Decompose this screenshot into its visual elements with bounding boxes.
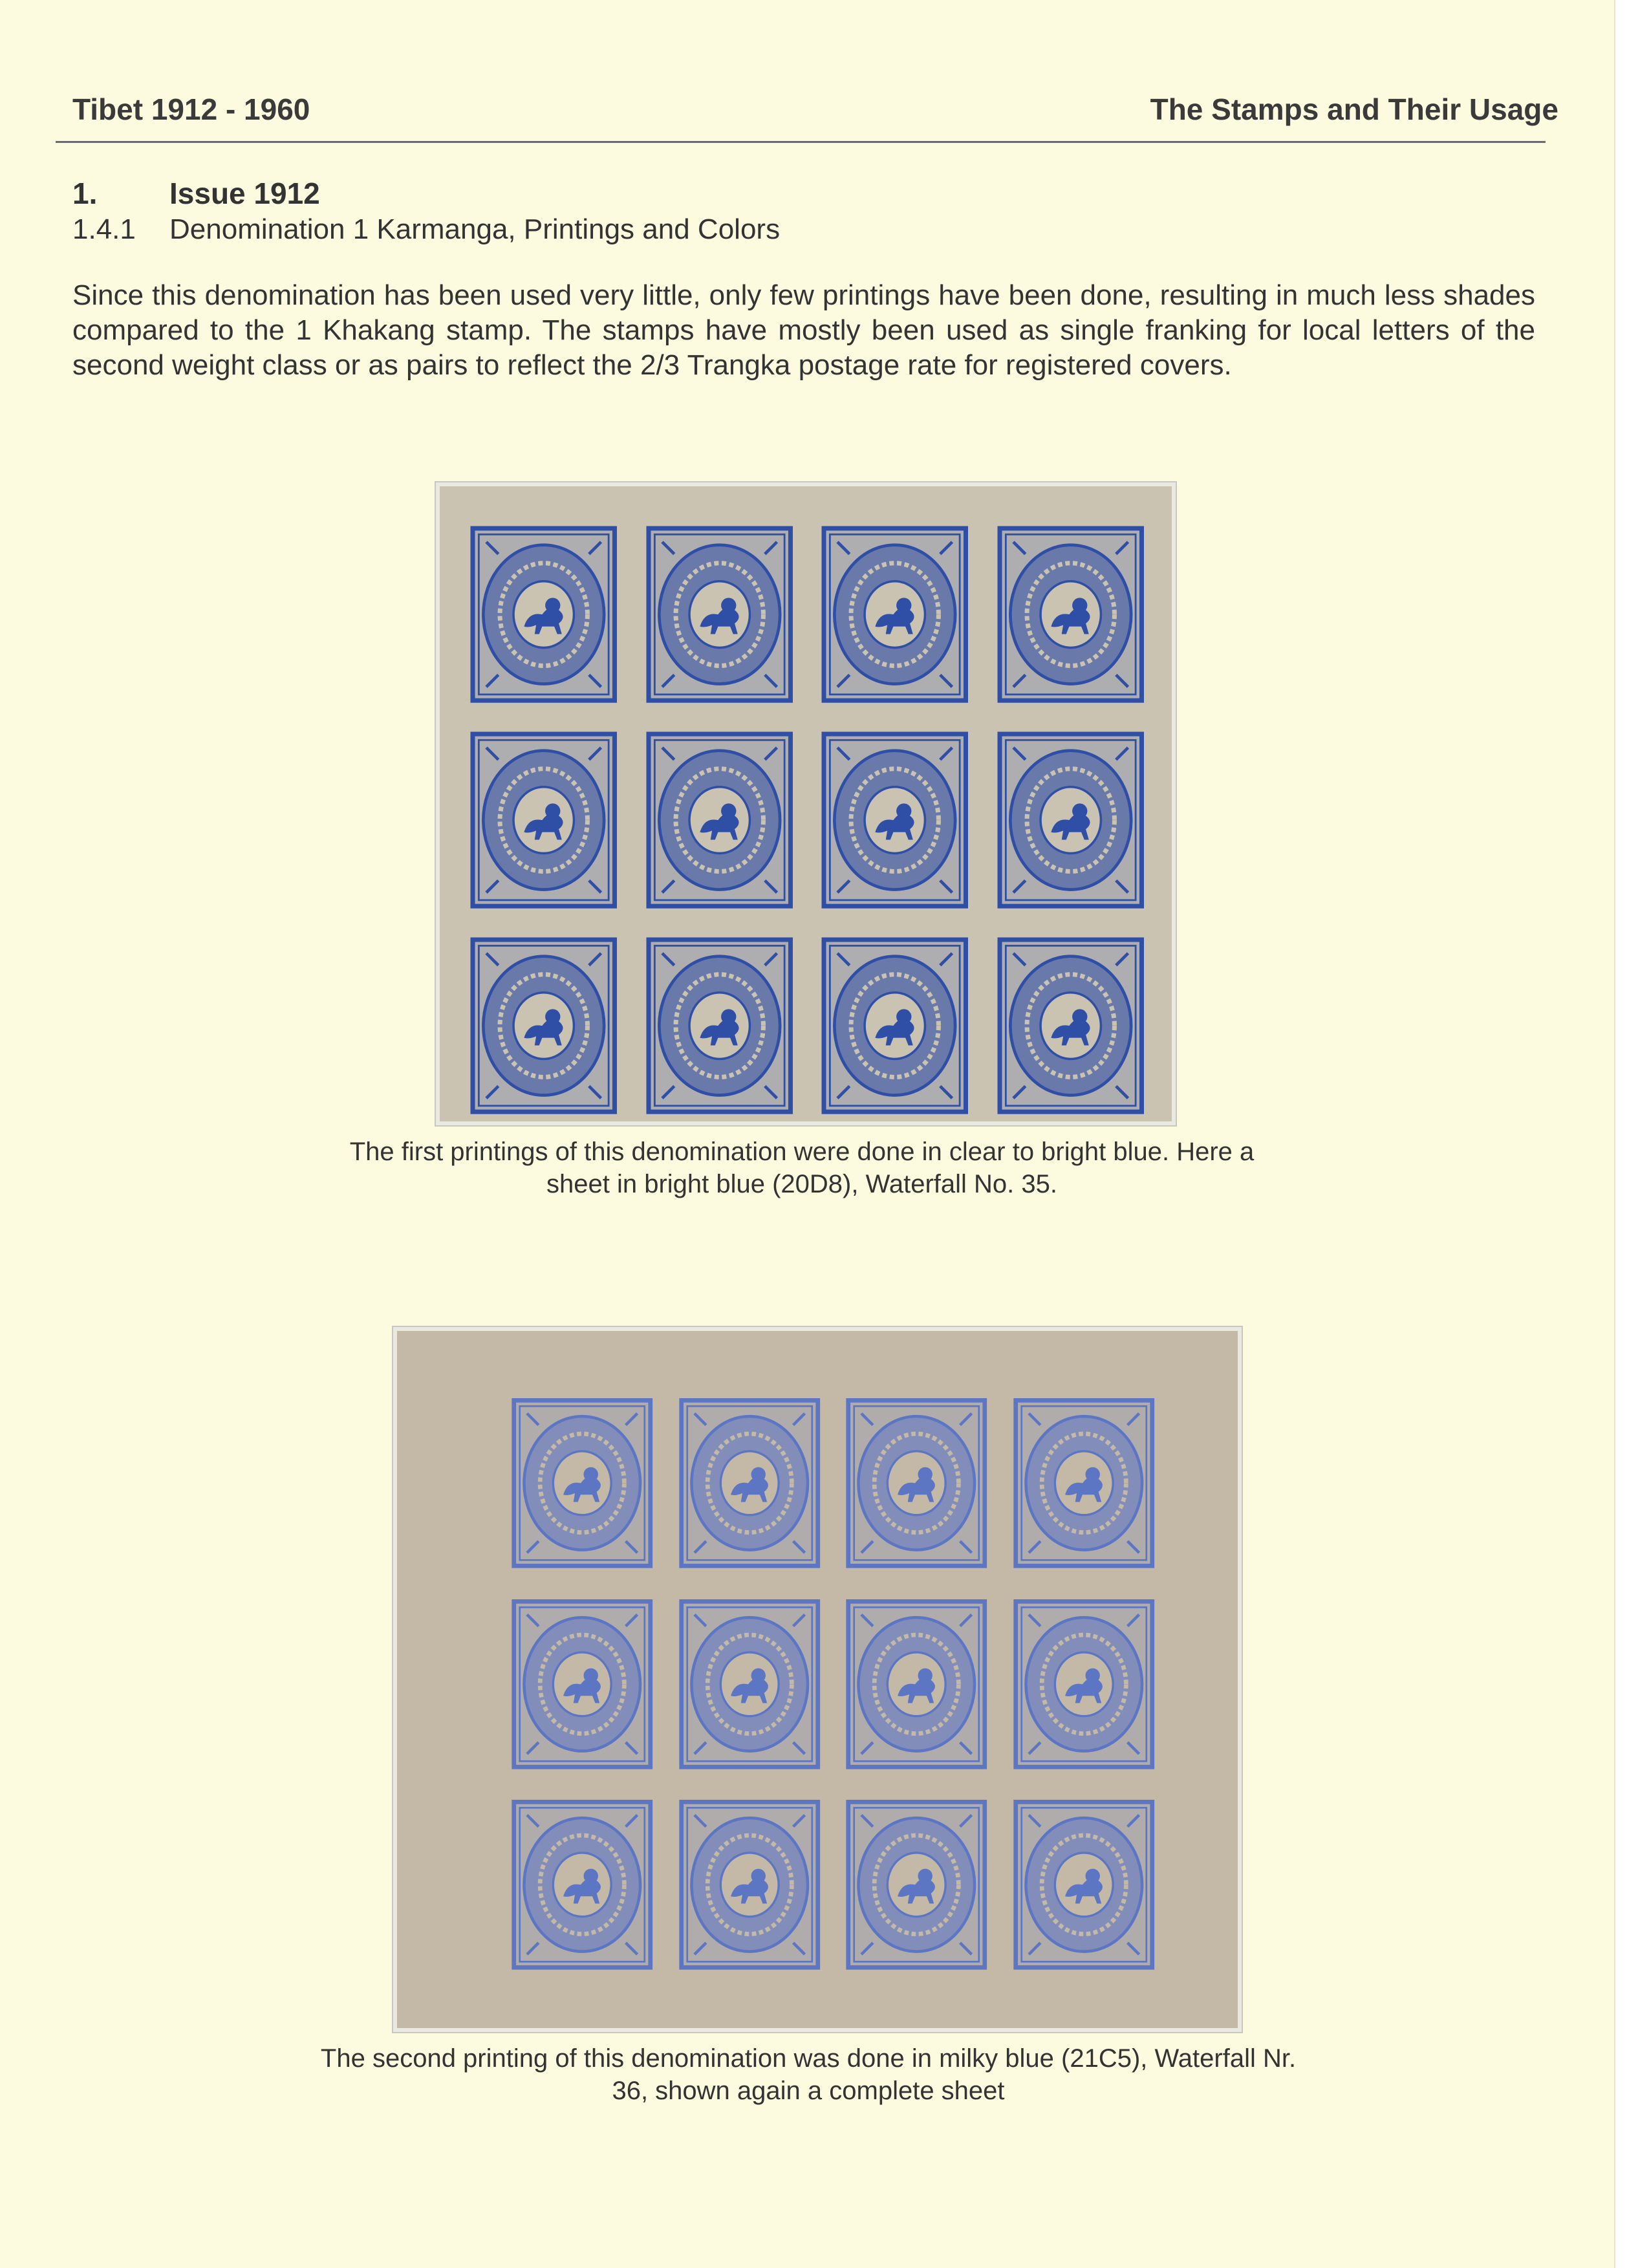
stamp-image (510, 1797, 655, 1972)
stamp-image (644, 729, 795, 911)
section-heading (72, 176, 320, 211)
stamp-image (1011, 1797, 1157, 1972)
stamp-image (644, 935, 795, 1116)
subsection-title: Denomination 1 Karmanga, Printings and Colors (169, 213, 781, 245)
section-title: Issue 1912 (169, 177, 320, 210)
page-header-subtitle: The Stamps and Their Usage (1150, 92, 1558, 126)
stamp-image (677, 1597, 823, 1772)
stamp-image (468, 935, 620, 1116)
header-divider (56, 141, 1546, 143)
description-paragraph: Since this denomination has been used very little, only few printings have been done, resulting in much less shades compared to the 1 Khakang stamp. The stamps have mostly been used as single franking for local letters of the second weight class or as pairs to reflect the 2/3 Trangka postage rate for registered covers. (72, 279, 1535, 381)
sheet-caption-second: The second printing of this denomination was done in milky blue (21C5), Waterfall Nr. 36, shown again a complete sheet (320, 2044, 1297, 2105)
subsection-number: 1.4.1 (72, 213, 136, 245)
stamp-image (677, 1797, 823, 1972)
stamp-image (677, 1396, 823, 1571)
section-number: 1. (72, 177, 98, 210)
stamp-grid (468, 524, 1146, 1084)
stamp-image (819, 524, 971, 705)
stamp-image (468, 729, 620, 911)
stamp-image (995, 524, 1147, 705)
sheet-caption-first: The first printings of this denomination were done in clear to bright blue. Here a sheet in bright blue (20D8), Waterfall No. 35. (349, 1138, 1255, 1198)
stamp-image (510, 1597, 655, 1772)
stamp-image (819, 935, 971, 1116)
stamp-grid (510, 1396, 1156, 1972)
page-header-title: Tibet 1912 - 1960 (72, 92, 310, 126)
subsection-heading (72, 213, 780, 246)
stamp-image (1011, 1597, 1157, 1772)
stamp-image (844, 1797, 989, 1972)
stamp-image (1011, 1396, 1157, 1571)
stamp-sheet-bright-blue (436, 482, 1176, 1125)
stamp-image (819, 729, 971, 911)
stamp-image (644, 524, 795, 705)
stamp-image (844, 1396, 989, 1571)
stamp-image (844, 1597, 989, 1772)
stamp-sheet-milky-blue (393, 1327, 1242, 2032)
stamp-image (510, 1396, 655, 1571)
stamp-image (995, 935, 1147, 1116)
stamp-image (995, 729, 1147, 911)
stamp-image (468, 524, 620, 705)
